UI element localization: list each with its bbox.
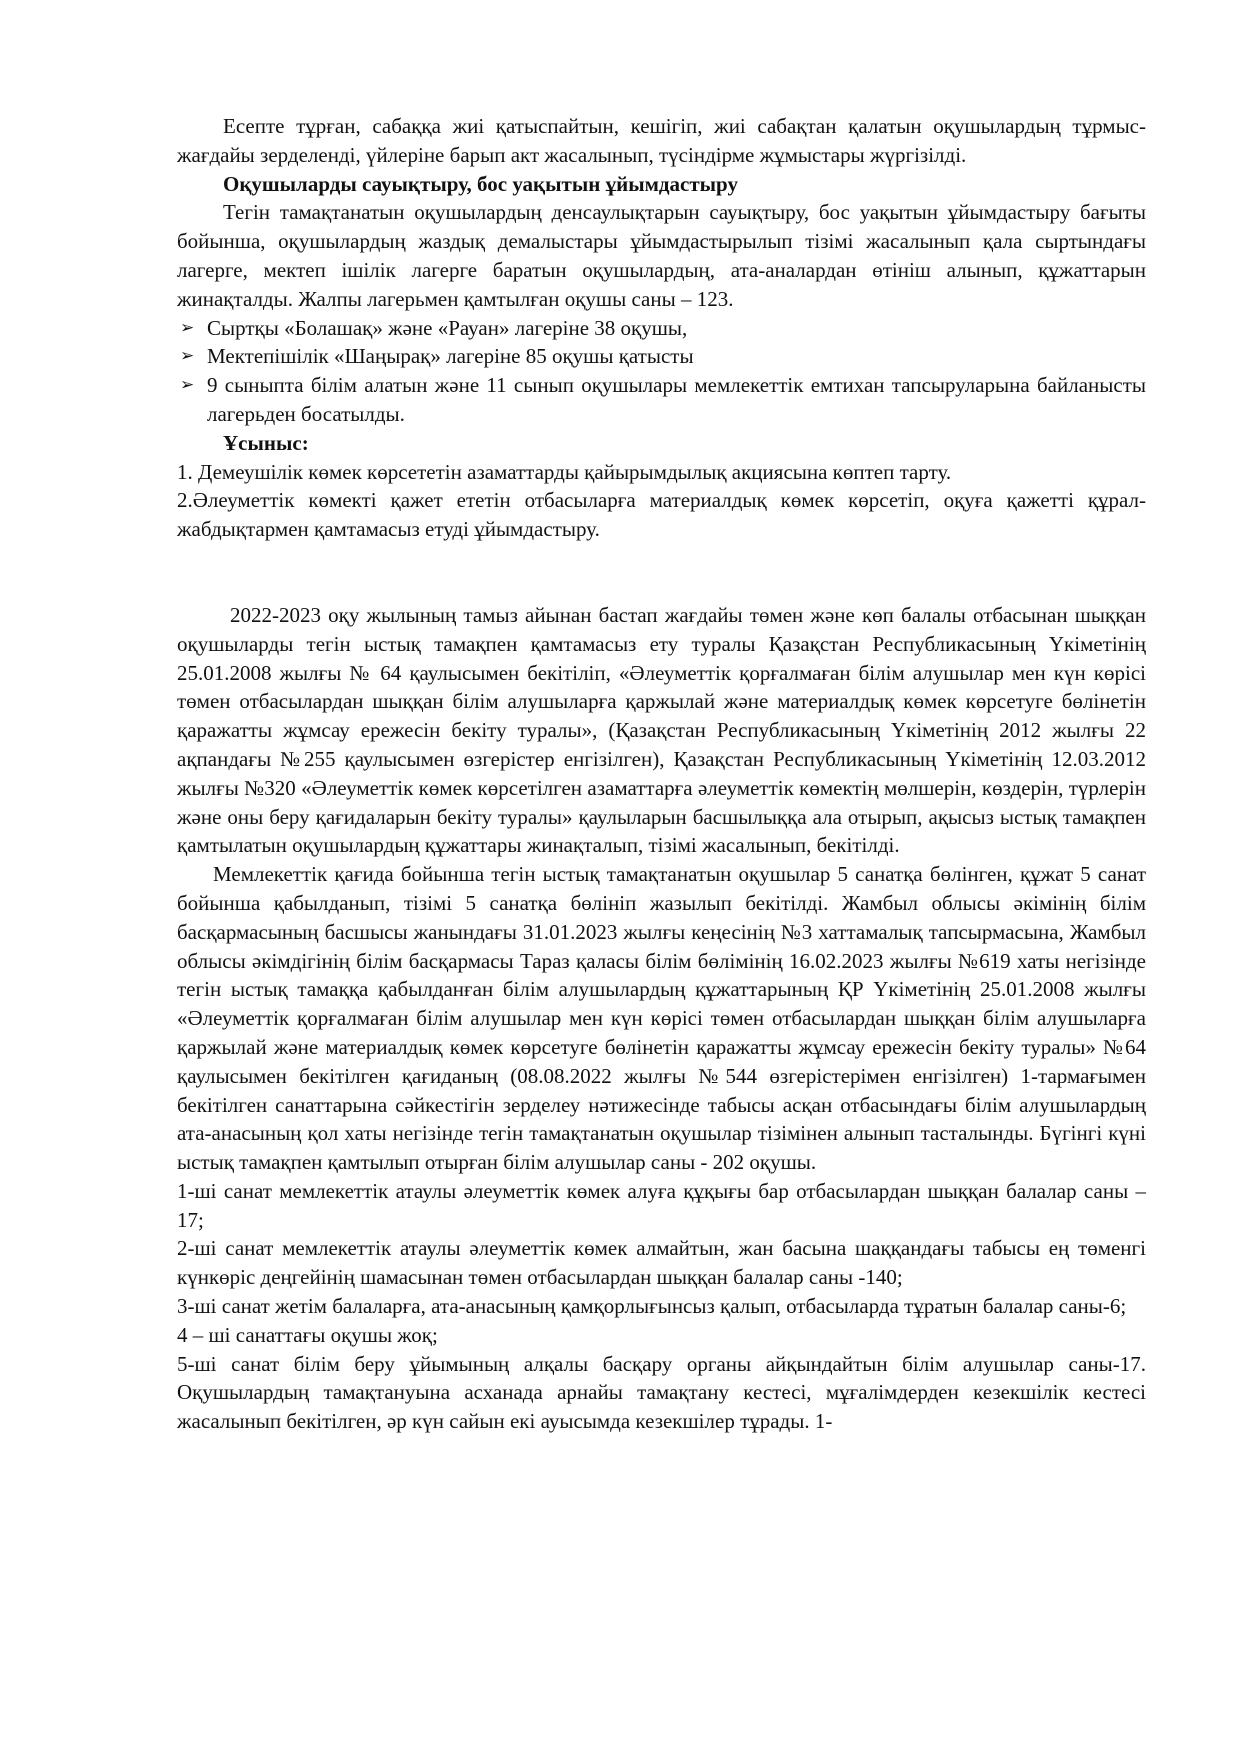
section-heading-recreation: Оқушыларды сауықтыру, бос уақытын ұйымдастыру bbox=[223, 171, 738, 196]
paragraph-attendance: Есепте тұрған, сабаққа жиі қатыспайтын, кешігіп, жиі сабақтан қалатын оқушылардың тұрмыс-жағдайы зерделенді, үйлеріне барып акт жасалынып, түсіндірме жұмыстары жүргізілді. bbox=[177, 114, 1146, 167]
category-1: 1-ші санат мемлекеттік атаулы әлеуметтік көмек алуға құқығы бар отбасылардан шыққан балалар саны – 17; bbox=[177, 1178, 1146, 1232]
recommendation-2: 2.Әлеуметтік көмекті қажет ететін отбасыларға материалдық көмек көрсетіп, оқуға қажетті құрал-жабдықтармен қамтамасыз етуді ұйымдастыру. bbox=[177, 488, 1146, 542]
section-heading-recommendation: Ұсыныс: bbox=[223, 430, 309, 455]
arrowhead-bullet-icon: ➢ bbox=[180, 375, 195, 396]
paragraph-categories: Мемлекеттік қағида бойынша тегін ыстық тамақтанатын оқушылар 5 санатқа бөлінген, құжат 5 санат бойынша қабылданып, тізімі 5 санатқа бөлініп жазылып бекітілді. Жамбыл облысы әкімінің білім басқармасының басшысы жанындағы 31.01.2023 жылғы кеңесінің №3 хаттамалық тапсырмасына, Жамбыл облысы әкімдігінің білім басқармасы Тараз қаласы білім бөлімінің 16.02.2023 жылғы №619 хаты негізінде тегін ыстық тамаққа қабылданған білім алушылардың құжаттарының ҚР Үкіметінің 25.01.2008 жылғы «Әлеуметтік қорғалмаған білім алушылар мен күн көрісі төмен отбасылардан шыққан білім алушыларға қаржылай және материалдық көмек көрсетуге бөлінетін қаражатты жұмсау ережесін бекіту туралы» №64 қаулысымен бекітілген қағиданың (08.08.2022 жылғы №544 өзгерістерімен енгізілген) 1-тармағымен бекітілген санаттарына сәйкестігін зерделеу нәтижесінде табысы асқан отбасындағы білім алушылардың ата-анасының қол хаты негізінде тегін тамақтанатын оқушылар тізімінен алынып тасталынды. Бүгінгі күні ыстық тамақпен қамтылып отырған білім алушылар саны - 202 оқушы. bbox=[177, 862, 1146, 1175]
category-5: 5-ші санат білім беру ұйымының алқалы басқару органы айқындайтын білім алушылар саны-17. Оқушылардың тамақтануына асханада арнайы тамақтану кестесі, мұғалімдерден кезекшілік кестесі жасалынып бекітілген, әр күн сайын екі ауысымда кезекшілер тұрады. 1- bbox=[177, 1351, 1146, 1434]
paragraph-hot-meals: 2022-2023 оқу жылының тамыз айынан бастап жағдайы төмен және көп балалы отбасынан шыққан оқушыларды тегін ыстық тамақпен қамтамасыз ету туралы Қазақстан Республикасының Үкіметінің 25.01.2008 жылғы № 64 қаулысымен бекітіліп, «Әлеуметтік қорғалмаған білім алушылар мен күн көрісі төмен отбасылардан шыққан білім алушыларға қаржылай және материалдық көмек көрсетуге бөлінетін қаражатты жұмсау ережесін бекіту туралы», (Қазақстан Республикасының Үкіметінің 2012 жылғы 22 ақпандағы №255 қаулысымен өзгерістер енгізілген), Қазақстан Республикасының Үкіметінің 12.03.2012 жылғы №320 «Әлеуметтік көмек көрсетілген азаматтарға әлеуметтік көмектің мөлшерін, көздерін, түрлерін және оны беру қағидаларын бекіту туралы» қаулыларын басшылыққа ала отырып, ақысыз ыстық тамақпен қамтылатын оқушылардың құжаттары жинақталып, тізімі жасалынып, бекітілді. bbox=[177, 602, 1146, 858]
paragraph-spacer bbox=[177, 544, 1146, 601]
category-3: 3-ші санат жетім балаларға, ата-анасының қамқорлығынсыз қалып, отбасыларда тұратын балалар саны-6; bbox=[177, 1294, 1127, 1319]
arrowhead-bullet-icon: ➢ bbox=[180, 317, 195, 338]
bullet-text: Сыртқы «Болашақ» және «Рауан» лагеріне 38 оқушы, bbox=[207, 315, 688, 340]
list-item bbox=[177, 314, 1146, 343]
arrowhead-bullet-icon: ➢ bbox=[180, 346, 195, 367]
category-4: 4 – ші санаттағы оқушы жоқ; bbox=[177, 1322, 438, 1347]
camp-bullet-list bbox=[177, 314, 1146, 429]
bullet-text: 9 сыныпта білім алатын және 11 сынып оқушылары мемлекеттік емтихан тапсыруларына байланысты лагерьден босатылды. bbox=[207, 373, 1146, 426]
list-item bbox=[177, 371, 1146, 429]
recommendation-1: 1. Демеушілік көмек көрсететін азаматтарды қайырымдылық акциясына көптеп тарту. bbox=[177, 459, 952, 484]
list-item bbox=[177, 342, 1146, 371]
category-2: 2-ші санат мемлекеттік атаулы әлеуметтік көмек алмайтын, жан басына шаққандағы табысы ең төменгі күнкөріс деңгейінің шамасынан төмен отбасылардан шыққан балалар саны -140; bbox=[177, 1236, 1146, 1290]
bullet-text: Мектепішілік «Шаңырақ» лагеріне 85 оқушы қатысты bbox=[207, 344, 694, 369]
paragraph-camps: Тегін тамақтанатын оқушылардың денсаулықтарын сауықтыру, бос уақытын ұйымдастыру бағыты бойынша, оқушылардың жаздық демалыстары ұйымдастырылып тізімі жасалынып қала сыртындағы лагерге, мектеп ішілік лагерге баратын оқушылардың, ата-аналардан өтініш алынып, құжаттарын жинақталды. Жалпы лагерьмен қамтылған оқушы саны – 123. bbox=[177, 200, 1146, 311]
